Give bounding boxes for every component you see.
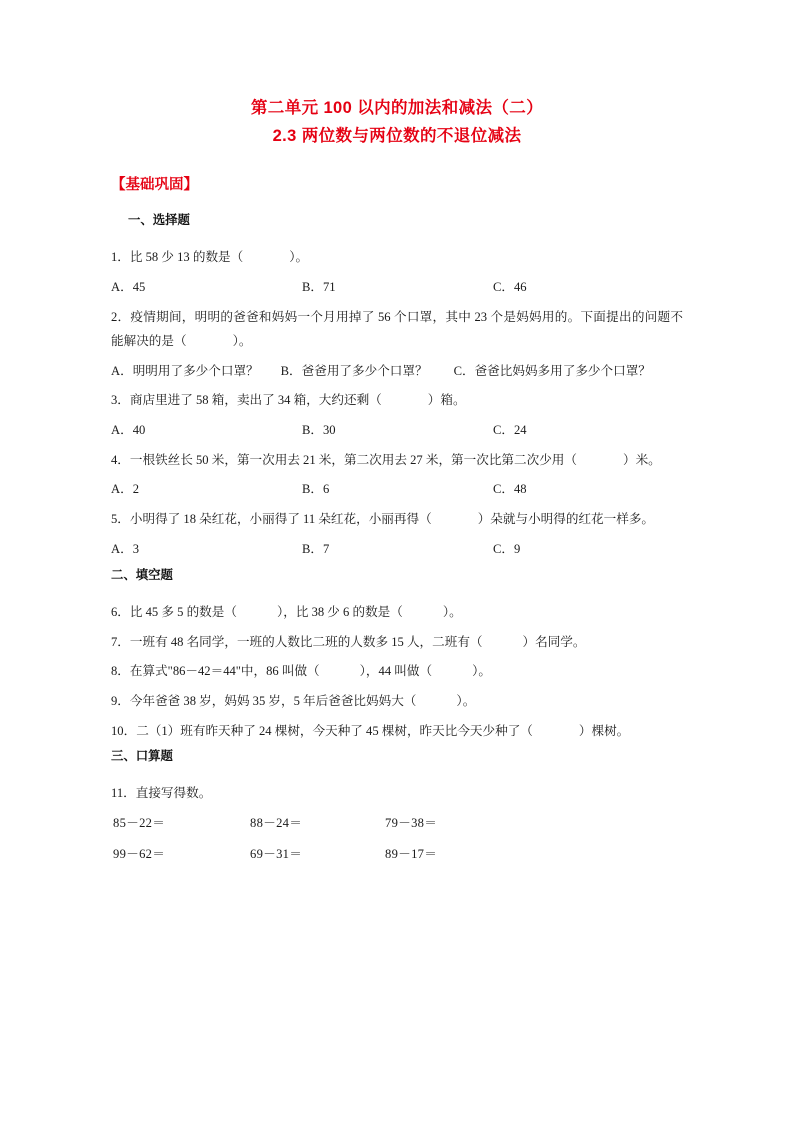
question-1-text-b: ）。 (289, 250, 309, 265)
question-8-text-a: 8．在算式"86－42＝44"中，86 叫做（ (111, 664, 320, 679)
question-1-choice-c[interactable]: C．46 (493, 279, 527, 294)
calc-item[interactable]: 99－62＝ (113, 846, 166, 861)
question-2-choices (111, 359, 683, 384)
question-7-text-b: ）名同学。 (522, 634, 586, 649)
question-8 (111, 659, 683, 684)
calc-item[interactable]: 69－31＝ (250, 846, 303, 861)
calc-item[interactable]: 89－17＝ (385, 846, 438, 861)
part-heading-basics: 【基础巩固】 (111, 176, 198, 193)
question-1-choice-a[interactable]: A．45 (111, 279, 146, 294)
question-10 (111, 719, 683, 744)
question-4-choices (111, 477, 683, 502)
question-4-text-b: ）米。 (622, 452, 661, 467)
question-2-text-b: ）。 (232, 334, 252, 349)
question-9-text-b: ）。 (456, 693, 476, 708)
question-2-choice-c[interactable]: C．爸爸比妈妈多用了多少个口罩？ (453, 363, 651, 378)
question-10-text-a: 10．二（1）班有昨天种了 24 棵树，今天种了 45 棵树，昨天比今天少种了（ (111, 723, 533, 738)
question-11 (111, 781, 683, 806)
section-heading-fill: 二、填空题 (111, 567, 173, 582)
question-1 (111, 245, 683, 270)
question-5-text-a: 5．小明得了 18 朵红花，小丽得了 11 朵红花，小丽再得（ (111, 512, 432, 527)
calc-item[interactable]: 88－24＝ (250, 815, 303, 830)
question-2-text-a: 2．疫情期间，明明的爸爸和妈妈一个月用掉了 56 个口罩，其中 23 个是妈妈用的。下面提出的问题不能解决的是（ (111, 309, 683, 349)
question-1-choices (111, 275, 683, 300)
question-4-text-a: 4．一根铁丝长 50 米，第一次用去 21 米，第二次用去 27 米，第一次比第二次少用（ (111, 452, 577, 467)
question-4-choice-c[interactable]: C．48 (493, 482, 527, 497)
document-subtitle: 2.3 两位数与两位数的不退位减法 (272, 126, 522, 145)
question-7 (111, 630, 683, 655)
question-5-choice-b[interactable]: B．7 (302, 541, 330, 556)
document-title: 第二单元 100 以内的加法和减法（二） (250, 99, 544, 117)
question-3-choice-c[interactable]: C．24 (493, 422, 527, 437)
question-10-text-b: ）棵树。 (578, 723, 630, 738)
question-4-choice-b[interactable]: B．6 (302, 482, 330, 497)
calc-item[interactable]: 85－22＝ (113, 815, 166, 830)
question-5-choice-a[interactable]: A．3 (111, 541, 139, 556)
question-6 (111, 600, 683, 625)
question-3-choices (111, 418, 683, 443)
calc-item[interactable]: 79－38＝ (385, 815, 438, 830)
question-3-choice-b[interactable]: B．30 (302, 422, 336, 437)
question-5-choice-c[interactable]: C．9 (493, 541, 521, 556)
section-heading-oral: 三、口算题 (111, 749, 173, 764)
question-11-text: 11．直接写得数。 (111, 786, 212, 801)
calc-row-1 (111, 811, 683, 837)
question-3-text-b: ）箱。 (427, 393, 466, 408)
question-9 (111, 689, 683, 714)
question-4 (111, 448, 683, 473)
question-8-text-b: ），44 叫做（ (359, 664, 433, 679)
question-7-text-a: 7．一班有 48 名同学，一班的人数比二班的人数多 15 人，二班有（ (111, 634, 483, 649)
worksheet-content (111, 96, 683, 873)
question-2-choice-b[interactable]: B．爸爸用了多少个口罩？ (280, 363, 428, 378)
question-4-choice-a[interactable]: A．2 (111, 482, 139, 497)
question-1-text-a: 1．比 58 少 13 的数是（ (111, 250, 244, 265)
question-5-choices (111, 537, 683, 562)
question-1-choice-b[interactable]: B．71 (302, 279, 336, 294)
question-6-text-c: ）。 (442, 605, 462, 620)
question-3-choice-a[interactable]: A．40 (111, 422, 146, 437)
calc-row-2 (111, 842, 683, 868)
section-heading-choice: 一、选择题 (128, 212, 190, 227)
question-2-choice-a[interactable]: A．明明用了多少个口罩？ (111, 363, 259, 378)
question-3-text-a: 3．商店里进了 58 箱，卖出了 34 箱，大约还剩（ (111, 393, 382, 408)
question-8-text-c: ）。 (472, 664, 491, 679)
question-6-text-b: ），比 38 少 6 的数是（ (276, 605, 403, 620)
question-3 (111, 388, 683, 413)
question-5-text-b: ）朵就与小明得的红花一样多。 (477, 512, 654, 527)
question-9-text-a: 9．今年爸爸 38 岁，妈妈 35 岁，5 年后爸爸比妈妈大（ (111, 693, 417, 708)
question-5 (111, 507, 683, 532)
question-6-text-a: 6．比 45 多 5 的数是（ (111, 605, 237, 620)
question-2 (111, 305, 683, 354)
